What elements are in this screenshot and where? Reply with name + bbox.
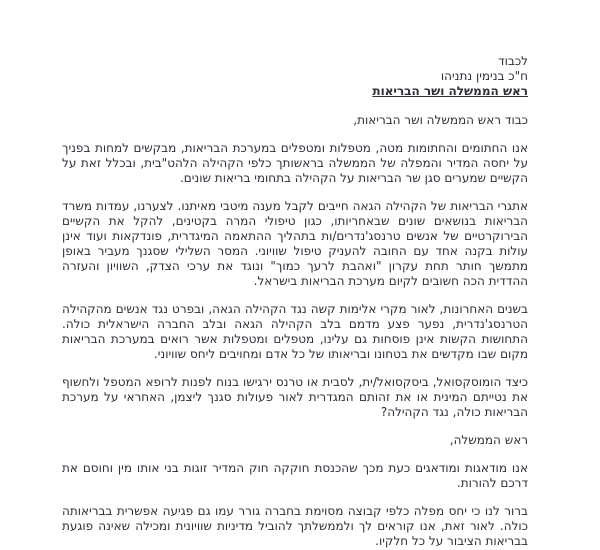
recipient-block	[62, 54, 528, 99]
paragraph-call-to-action: ברור לנו כי יחס מפלה כלפי קבוצה מסוימת בחברה גורר עמו גם פגיעה אפשרית בבריאותה כולה. לאור זאת, אנו קוראים לך ולממשלתך להוביל מדיניות שוויונית ומכילה שאינה פוגעת בבריאות הציבור על כל חלקיו.	[62, 504, 528, 548]
recipient-line-to: לכבוד	[498, 54, 528, 68]
paragraph-health-challenges: אתגרי הבריאות של הקהילה הגאה חייבים לקבל מענה מיטבי מאיתנו. לצערנו, עמדות משרד הבריאות בנושאים שונים שבאחריותו, כגון טיפולי המרה בקטינים, להקל את הקשיים הבירוקרטיים של אנשים טרנסג'נדרים/ות בתהליך ההתאמה המיגדרית, פונדקאות ועוד אינן עולות בקנה אחד עם החובה להעניק טיפול שוויוני. המסר השלילי שסגנך מעביר באופן מתמשך חותר תחת עקרון "ואהבת לרעך כמוך" ונוגד את ערכי הצדק, השוויון והעזרה ההדדית הכה חשובים לקיום מערכת הבריאות בישראל.	[62, 199, 528, 288]
salutation: כבוד ראש הממשלה ושר הבריאות,	[353, 113, 528, 127]
paragraph-violence: בשנים האחרונות, לאור מקרי אלימות קשה נגד הקהילה הגאה, ובפרט נגד אנשים מהקהילה הטרנסג'נדרית, נפער פצע מדמם בלב הקהילה הגאה ובלב החברה הישראלית כולה. התחושות הקשות אינן פוסחות גם עלינו, מטפלים ומטפלות אשר רואים במערכת הבריאות מקום שבו מקדשים את בטחונו ובריאותו של כל אדם ומחויבים ליחס שוויוני.	[62, 302, 528, 361]
paragraph-protest: אנו החתומים והחתומות מטה, מטפלות ומטפלים במערכת הבריאות, מבקשים למחות בפניך על יחסה המדיר והמפלה של הממשלה בראשותך כלפי הקהילה הלהט"בית, ובכלל זאת על הקשיים שמערים סגן שר הבריאות על הקהילה בתחומי בריאות שונים.	[62, 141, 528, 185]
paragraph-law-concern: אנו מודאגות ומודאגים כעת מכך שהכנסת חוקקה חוק המדיר זוגות בני אותו מין וחוסם את דרכם להורות.	[62, 461, 528, 490]
recipient-line-name: ח"כ בנימין נתניהו	[440, 69, 528, 83]
recipient-line-title: ראש הממשלה ושר הבריאות	[372, 84, 528, 98]
paragraph-question: כיצד הומוסקסואל, ביסקסואל/ית, לסבית או טרנס ירגישו בנוח לפנות לרופא המטפל ולחשוף את נטייתם המינית או את זהותם המגדרית לאור פעולות סגנך ליצמן, האחראי על מערכת הבריאות כולה, נגד הקהילה?	[62, 375, 528, 419]
vocative-prime-minister: ראש הממשלה,	[449, 433, 528, 447]
